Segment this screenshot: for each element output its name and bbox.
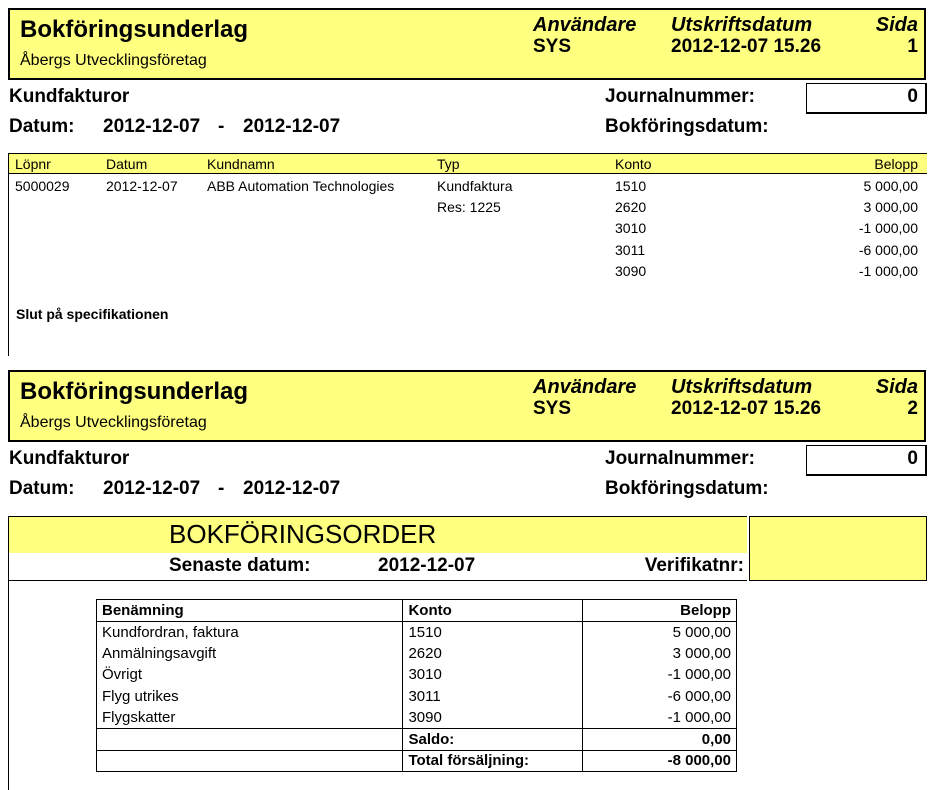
spec-line-konto: 3011 — [615, 242, 646, 258]
verifikat-number-label: Verifikatnr: — [644, 555, 744, 576]
row-belopp: -1 000,00 — [582, 707, 736, 729]
column-header-konto: Konto — [615, 156, 652, 172]
saldo-label: Saldo: — [403, 729, 582, 751]
page-number: 2 — [907, 398, 918, 419]
spec-line-konto: 3010 — [615, 220, 647, 236]
row-name: Kundfordran, faktura — [102, 623, 239, 641]
column-header-belopp: Belopp — [874, 156, 918, 172]
print-date-value: 2012-12-07 15.26 — [671, 398, 822, 419]
user-value: SYS — [533, 398, 572, 419]
table-row — [97, 643, 737, 665]
total-row — [97, 750, 737, 772]
row-belopp: 3 000,00 — [582, 643, 736, 665]
booking-order-header — [9, 516, 747, 581]
report-type: Kundfakturor — [9, 448, 130, 469]
column-header-konto: Konto — [403, 600, 582, 622]
row-name: Övrigt — [102, 666, 143, 684]
latest-date-value: 2012-12-07 — [378, 555, 476, 576]
spec-line-belopp: -1 000,00 — [858, 220, 918, 236]
booking-order-table — [96, 599, 737, 772]
date-label: Datum: — [9, 116, 75, 137]
user-label: Användare — [533, 376, 637, 398]
row-name: Anmälningsavgift — [102, 644, 217, 662]
spec-line-belopp: 5 000,00 — [863, 178, 918, 194]
report-header-page-1 — [8, 8, 926, 80]
row-belopp: 5 000,00 — [582, 621, 736, 643]
end-of-specification: Slut på specifikationen — [16, 306, 169, 322]
spec-datum: 2012-12-07 — [106, 178, 178, 194]
spec-line-konto: 3090 — [615, 263, 647, 279]
row-belopp: -6 000,00 — [582, 686, 736, 708]
report-type: Kundfakturor — [9, 86, 130, 107]
date-from: 2012-12-07 — [103, 478, 201, 499]
journal-number-label: Journalnummer: — [605, 86, 755, 107]
saldo-value: 0,00 — [582, 729, 736, 751]
spec-reservation: Res: 1225 — [437, 199, 501, 215]
company-name: Åbergs Utvecklingsföretag — [20, 414, 207, 431]
total-sales-label: Total försäljning: — [403, 750, 582, 772]
spec-kundnamn: ABB Automation Technologies — [207, 178, 395, 194]
report-title: Bokföringsunderlag — [20, 378, 249, 405]
column-header-belopp: Belopp — [582, 600, 736, 622]
latest-date-label: Senaste datum: — [169, 555, 311, 576]
company-name: Åbergs Utvecklingsföretag — [20, 52, 207, 69]
page-label: Sida — [875, 14, 918, 36]
spec-typ: Kundfaktura — [437, 178, 513, 194]
column-header-datum: Datum — [106, 156, 148, 172]
column-header-typ: Typ — [437, 156, 460, 172]
spec-line-konto: 1510 — [615, 178, 647, 194]
user-value: SYS — [533, 36, 572, 57]
print-date-label: Utskriftsdatum — [671, 376, 813, 398]
specification-header-row — [9, 153, 927, 174]
row-konto: 3090 — [403, 707, 582, 729]
page-number: 1 — [907, 36, 918, 57]
row-konto: 2620 — [403, 643, 582, 665]
user-label: Användare — [533, 14, 637, 36]
table-row — [97, 664, 737, 686]
spec-lopnr: 5000029 — [15, 178, 70, 194]
spec-line-konto: 2620 — [615, 199, 647, 215]
journal-number-label: Journalnummer: — [605, 448, 755, 469]
row-konto: 3011 — [403, 686, 582, 708]
spec-line-belopp: 3 000,00 — [863, 199, 918, 215]
date-to: 2012-12-07 — [243, 116, 341, 137]
date-from: 2012-12-07 — [103, 116, 201, 137]
row-name: Flygskatter — [102, 709, 176, 726]
spec-line-belopp: -1 000,00 — [858, 263, 918, 279]
journal-number-value: 0 — [806, 83, 927, 114]
row-konto: 3010 — [403, 664, 582, 686]
row-name: Flyg utrikes — [102, 687, 179, 705]
verifikat-number-value — [749, 516, 927, 581]
table-row — [97, 707, 737, 729]
journal-number-value: 0 — [806, 445, 927, 476]
total-sales-value: -8 000,00 — [582, 750, 736, 772]
booking-order-title: BOKFÖRINGSORDER — [169, 519, 437, 549]
print-date-value: 2012-12-07 15.26 — [671, 36, 822, 57]
column-header-lopnr: Löpnr — [15, 156, 51, 172]
print-date-label: Utskriftsdatum — [671, 14, 813, 36]
column-header-kundnamn: Kundnamn — [207, 156, 275, 172]
booking-date-label: Bokföringsdatum: — [605, 478, 769, 499]
date-separator: - — [218, 478, 225, 499]
date-separator: - — [218, 116, 225, 137]
page-label: Sida — [875, 376, 918, 398]
row-belopp: -1 000,00 — [582, 664, 736, 686]
booking-date-label: Bokföringsdatum: — [605, 116, 769, 137]
spec-line-belopp: -6 000,00 — [858, 242, 918, 258]
saldo-row — [97, 729, 737, 751]
report-header-page-2 — [8, 370, 926, 442]
specification-section — [8, 153, 926, 356]
table-row — [97, 621, 737, 643]
table-row — [97, 686, 737, 708]
date-label: Datum: — [9, 478, 75, 499]
report-title: Bokföringsunderlag — [20, 16, 249, 43]
table-header-row — [97, 600, 737, 622]
column-header-benamning: Benämning — [97, 600, 403, 622]
date-to: 2012-12-07 — [243, 478, 341, 499]
row-konto: 1510 — [403, 621, 582, 643]
